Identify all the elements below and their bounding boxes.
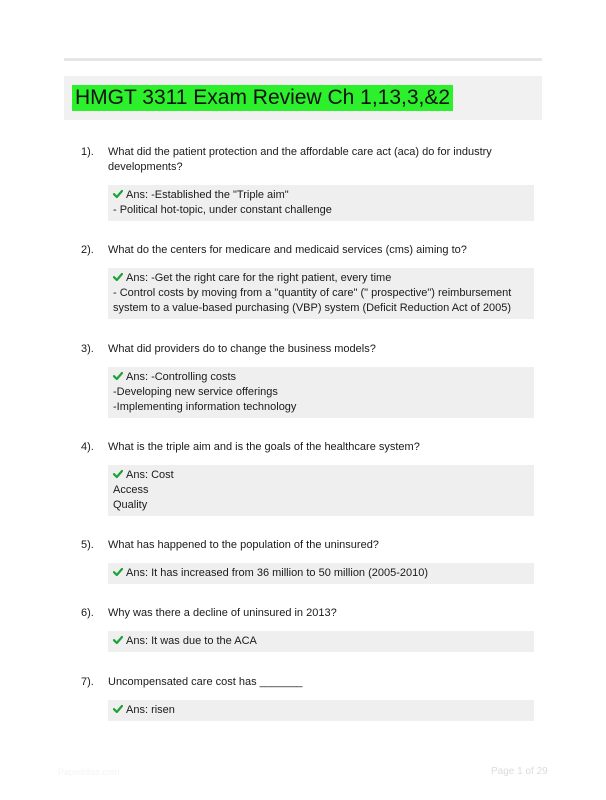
answer-line: Access: [113, 484, 149, 496]
answer-line: - Political hot-topic, under constant challenge: [113, 204, 332, 216]
page-title: HMGT 3311 Exam Review Ch 1,13,3,&2: [72, 85, 453, 111]
check-icon: [113, 272, 123, 282]
question-text: What has happened to the population of the uninsured?: [108, 539, 379, 551]
question-text: What did providers do to change the business models?: [108, 343, 376, 355]
answer-box: [108, 268, 534, 319]
question-text: What is the triple aim and is the goals of the healthcare system?: [108, 441, 420, 453]
answer-line: Ans: -Controlling costs: [113, 370, 529, 385]
answer-line: -Developing new service offerings: [113, 386, 278, 398]
answer-box: [108, 185, 534, 221]
question-number: 2).: [81, 244, 94, 256]
answer-line: - Control costs by moving from a "quantity of care" (" prospective") reimbursement: [113, 287, 512, 299]
question-text: What do the centers for medicare and medicaid services (cms) aiming to?: [108, 244, 467, 256]
answer-line: -Implementing information technology: [113, 401, 297, 413]
answer-line: Ans: Cost: [113, 468, 529, 483]
question-number: 6).: [81, 607, 94, 619]
answer-line: Quality: [113, 499, 148, 511]
answer-line: system to a value-based purchasing (VBP) system (Deficit Reduction Act of 2005): [113, 302, 512, 314]
answer-box: [108, 700, 534, 721]
question-text: Why was there a decline of uninsured in 2013?: [108, 607, 337, 619]
top-divider: [64, 58, 542, 61]
question-number: 1).: [81, 146, 94, 158]
question-number: 4).: [81, 441, 94, 453]
title-banner: [64, 76, 542, 120]
page-number-label: Page 1 of 29: [491, 766, 548, 777]
answer-box: [108, 367, 534, 418]
answer-box: [108, 465, 534, 516]
answer-box: [108, 563, 534, 584]
check-icon: [113, 704, 123, 714]
check-icon: [113, 635, 123, 645]
answer-line: Ans: -Get the right care for the right patient, every time: [113, 271, 529, 286]
answer-line: Ans: It was due to the ACA: [113, 634, 529, 649]
question-number: 7).: [81, 676, 94, 688]
answer-line: Ans: It has increased from 36 million to 50 million (2005-2010): [113, 566, 529, 581]
footer-watermark: Paperbliss.com: [58, 767, 120, 777]
question-text: What did the patient protection and the affordable care act (aca) do for industry developments?: [108, 146, 492, 173]
check-icon: [113, 567, 123, 577]
answer-box: [108, 631, 534, 652]
answer-line: Ans: -Established the "Triple aim": [113, 188, 529, 203]
check-icon: [113, 189, 123, 199]
answer-line: Ans: risen: [113, 703, 529, 718]
check-icon: [113, 371, 123, 381]
check-icon: [113, 469, 123, 479]
question-number: 5).: [81, 539, 94, 551]
question-number: 3).: [81, 343, 94, 355]
question-text: Uncompensated care cost has _______: [108, 676, 303, 688]
